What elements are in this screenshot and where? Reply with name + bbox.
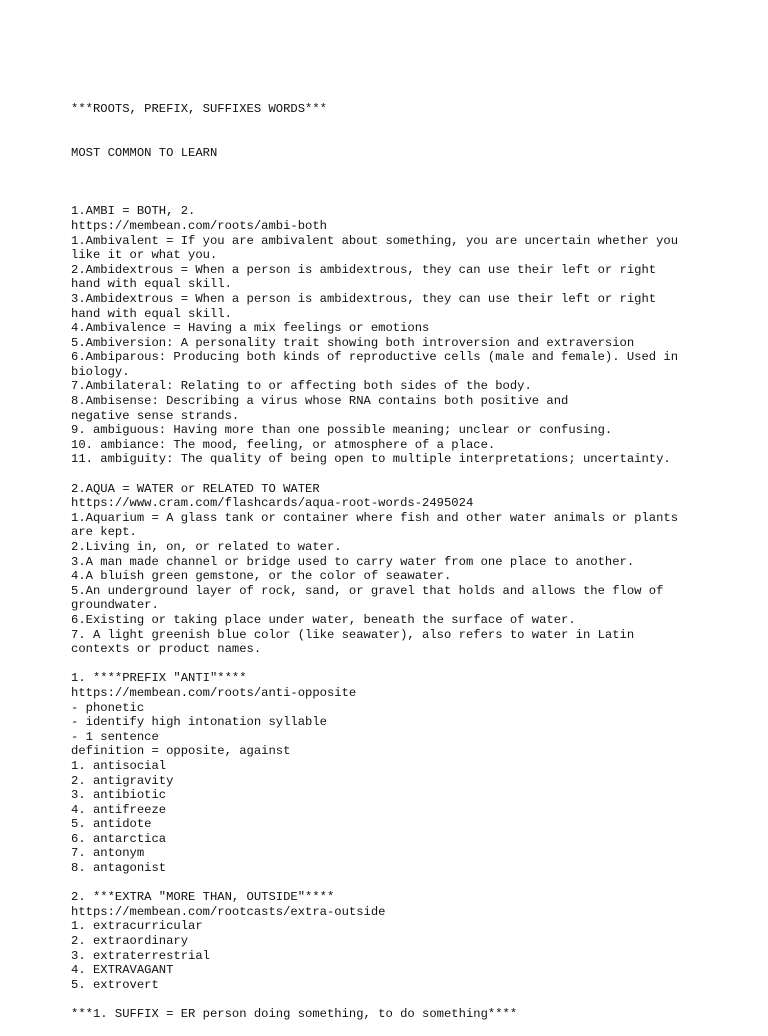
section-line: 2.Living in, on, or related to water. xyxy=(71,540,342,554)
section-line: 10. ambiance: The mood, feeling, or atmosphere of a place. xyxy=(71,437,496,452)
section-line: 1. antisocial xyxy=(71,758,167,773)
section-line: like it or what you. xyxy=(71,248,218,263)
section-line: biology. xyxy=(71,364,130,379)
section-line: 3. extraterrestrial xyxy=(71,948,210,963)
section-spacer xyxy=(71,467,731,482)
section-line: 3.A man made channel or bridge used to carry water from one place to another. xyxy=(71,554,635,569)
section-line: 3.Ambidextrous = When a person is ambidextrous, they can use their left or right xyxy=(71,291,657,306)
section-line: 8.Ambisense: Describing a virus whose RNA contains both positive and xyxy=(71,394,569,409)
section-line: 1.Aquarium = A glass tank or container where fish and other water animals or plants xyxy=(71,510,679,525)
section-1 xyxy=(71,204,731,467)
section-3 xyxy=(71,671,731,875)
section-line: 4. EXTRAVAGANT xyxy=(71,963,174,978)
section-line: 1. extracurricular xyxy=(71,919,203,934)
section-line: 1.AMBI = BOTH, 2. xyxy=(71,204,196,219)
document-title: ***ROOTS, PREFIX, SUFFIXES WORDS*** xyxy=(71,102,327,117)
section-line: 3. antibiotic xyxy=(71,788,167,803)
section-line: 5. extrovert xyxy=(71,977,159,992)
section-line: - phonetic xyxy=(71,700,145,715)
section-line: negative sense strands. xyxy=(71,408,240,423)
section-line: 7. A light greenish blue color (like seawater), also refers to water in Latin xyxy=(71,627,635,642)
section-link[interactable]: https://membean.com/roots/anti-opposite xyxy=(71,685,357,700)
section-line: are kept. xyxy=(71,525,137,540)
section-line: 5.Ambiversion: A personality trait showing both introversion and extraversion xyxy=(71,335,635,350)
section-link[interactable]: https://membean.com/rootcasts/extra-outside xyxy=(71,904,386,919)
section-line: 4.A bluish green gemstone, or the color of seawater. xyxy=(71,569,452,584)
section-line: groundwater. xyxy=(71,598,159,613)
section-line: 9. ambiguous: Having more than one possible meaning; unclear or confusing. xyxy=(71,423,613,438)
section-line: 6. antarctica xyxy=(71,831,167,846)
section-spacer xyxy=(71,190,731,205)
section-link[interactable]: https://membean.com/roots/ambi-both xyxy=(71,218,327,233)
document-subtitle: MOST COMMON TO LEARN xyxy=(71,145,218,160)
section-5 xyxy=(71,1007,731,1022)
section-line: 1. ****PREFIX "ANTI"**** xyxy=(71,671,247,686)
section-line: contexts or product names. xyxy=(71,642,262,657)
section-line: 7.Ambilateral: Relating to or affecting both sides of the body. xyxy=(71,379,532,394)
section-line: - 1 sentence xyxy=(71,729,159,744)
section-line: 2. ***EXTRA "MORE THAN, OUTSIDE"**** xyxy=(71,890,335,905)
section-line: 6.Ambiparous: Producing both kinds of reproductive cells (male and female). Used in xyxy=(71,350,679,365)
section-line: definition = opposite, against xyxy=(71,744,291,759)
document-body xyxy=(71,190,731,1022)
section-line: 4. antifreeze xyxy=(71,802,167,817)
section-line: 5. antidote xyxy=(71,817,152,832)
section-line: 2. extraordinary xyxy=(71,934,189,949)
section-line: 2. antigravity xyxy=(71,773,174,788)
section-line: 6.Existing or taking place under water, beneath the surface of water. xyxy=(71,612,576,627)
section-4 xyxy=(71,890,731,992)
section-line: hand with equal skill. xyxy=(71,306,232,321)
section-line: 1.Ambivalent = If you are ambivalent about something, you are uncertain whether you xyxy=(71,233,679,248)
section-line: 2.Ambidextrous = When a person is ambidextrous, they can use their left or right xyxy=(71,262,657,277)
section-line: - identify high intonation syllable xyxy=(71,715,327,730)
section-line: 11. ambiguity: The quality of being open to multiple interpretations; uncertainty. xyxy=(71,452,671,467)
section-line: 7. antonym xyxy=(71,846,145,861)
section-link[interactable]: https://www.cram.com/flashcards/aqua-root-words-2495024 xyxy=(71,496,474,511)
section-line: 2.AQUA = WATER or RELATED TO WATER xyxy=(71,481,320,496)
section-line: hand with equal skill. xyxy=(71,277,232,292)
section-line: 4.Ambivalence = Having a mix feelings or emotions xyxy=(71,321,430,336)
section-2 xyxy=(71,482,731,657)
section-line: 5.An underground layer of rock, sand, or gravel that holds and allows the flow of xyxy=(71,583,664,598)
document-page xyxy=(71,73,731,1036)
section-line: ***1. SUFFIX = ER person doing something, to do something**** xyxy=(71,1007,518,1021)
section-line: 8. antagonist xyxy=(71,861,167,876)
section-spacer xyxy=(71,876,731,891)
section-spacer xyxy=(71,657,731,672)
section-spacer xyxy=(71,992,731,1007)
